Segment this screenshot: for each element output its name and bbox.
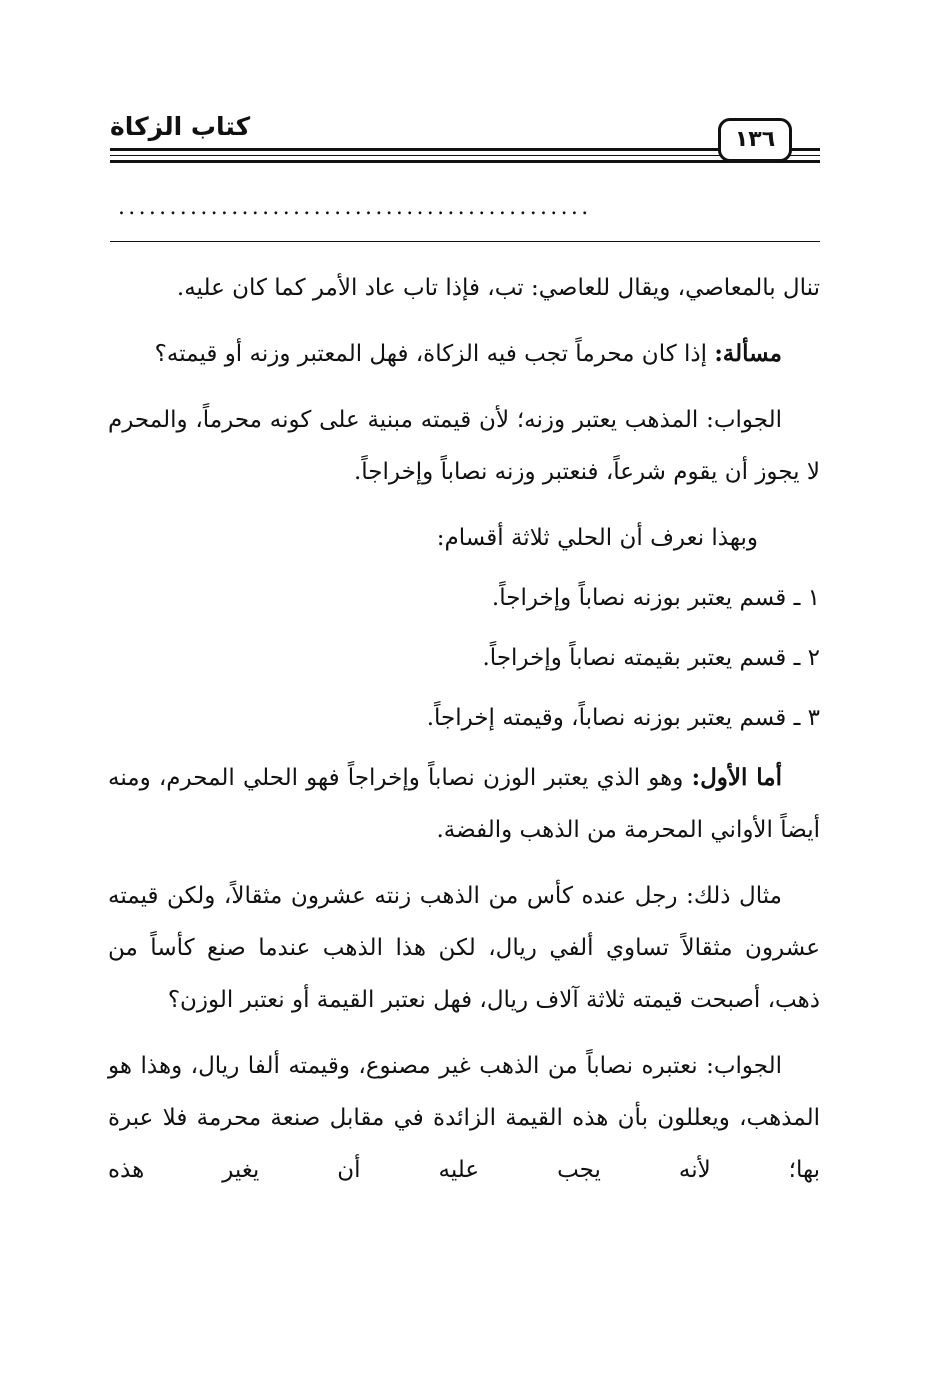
header-rule-bottom — [110, 160, 820, 163]
list-item: ٣ ـ قسم يعتبر بوزنه نصاباً، وقيمته إخراجاً. — [426, 705, 820, 731]
question-paragraph — [108, 328, 820, 380]
intro-paragraph: وبهذا نعرف أن الحلي ثلاثة أقسام: — [436, 525, 758, 551]
list-item: ٢ ـ قسم يعتبر بقيمته نصاباً وإخراجاً. — [482, 645, 820, 671]
first-type-label: أما الأول: — [691, 764, 782, 791]
page-header — [110, 108, 820, 178]
example-paragraph: مثال ذلك: رجل عنده كأس من الذهب زنته عشرون مثقالاً، ولكن قيمته عشرون مثقالاً تساوي ألفي ريال، لكن هذا الذهب عندما صنع كأساً من ذهب، أصبحت قيمته ثلاثة آلاف ريال، فهل نعتبر القيمة أو نعتبر الوزن؟ — [108, 883, 820, 1013]
header-rule-top — [110, 148, 820, 151]
book-title: كتاب الزكاة — [110, 112, 251, 141]
paragraph: تنال بالمعاصي، ويقال للعاصي: تب، فإذا تاب عاد الأمر كما كان عليه. — [176, 275, 820, 301]
main-text — [108, 262, 820, 1210]
question-text: إذا كان محرماً تجب فيه الزكاة، فهل المعتبر وزنه أو قيمته؟ — [154, 341, 715, 367]
first-type-paragraph — [108, 752, 820, 856]
header-rule-middle — [110, 155, 820, 156]
first-type-text: وهو الذي يعتبر الوزن نصاباً وإخراجاً فهو الحلي المحرم، ومنه أيضاً الأواني المحرمة من الذهب والفضة. — [108, 765, 820, 843]
dotted-separator: .............................................. — [118, 198, 592, 218]
answer-paragraph: الجواب: المذهب يعتبر وزنه؛ لأن قيمته مبنية على كونه محرماً، والمحرم لا يجوز أن يقوم شرعاً، فنعتبر وزنه نصاباً وإخراجاً. — [108, 407, 820, 485]
footnote-divider — [110, 241, 820, 242]
list-item: ١ ـ قسم يعتبر بوزنه نصاباً وإخراجاً. — [491, 585, 820, 611]
question-label: مسألة: — [714, 340, 782, 367]
page-number: ١٣٦ — [718, 118, 792, 162]
answer-paragraph-2: الجواب: نعتبره نصاباً من الذهب غير مصنوع، وقيمته ألفا ريال، وهذا هو المذهب، ويعللون بأن هذه القيمة الزائدة في مقابل صنعة محرمة فلا عبرة بها؛ لأنه يجب عليه أن يغير هذه — [108, 1053, 820, 1183]
